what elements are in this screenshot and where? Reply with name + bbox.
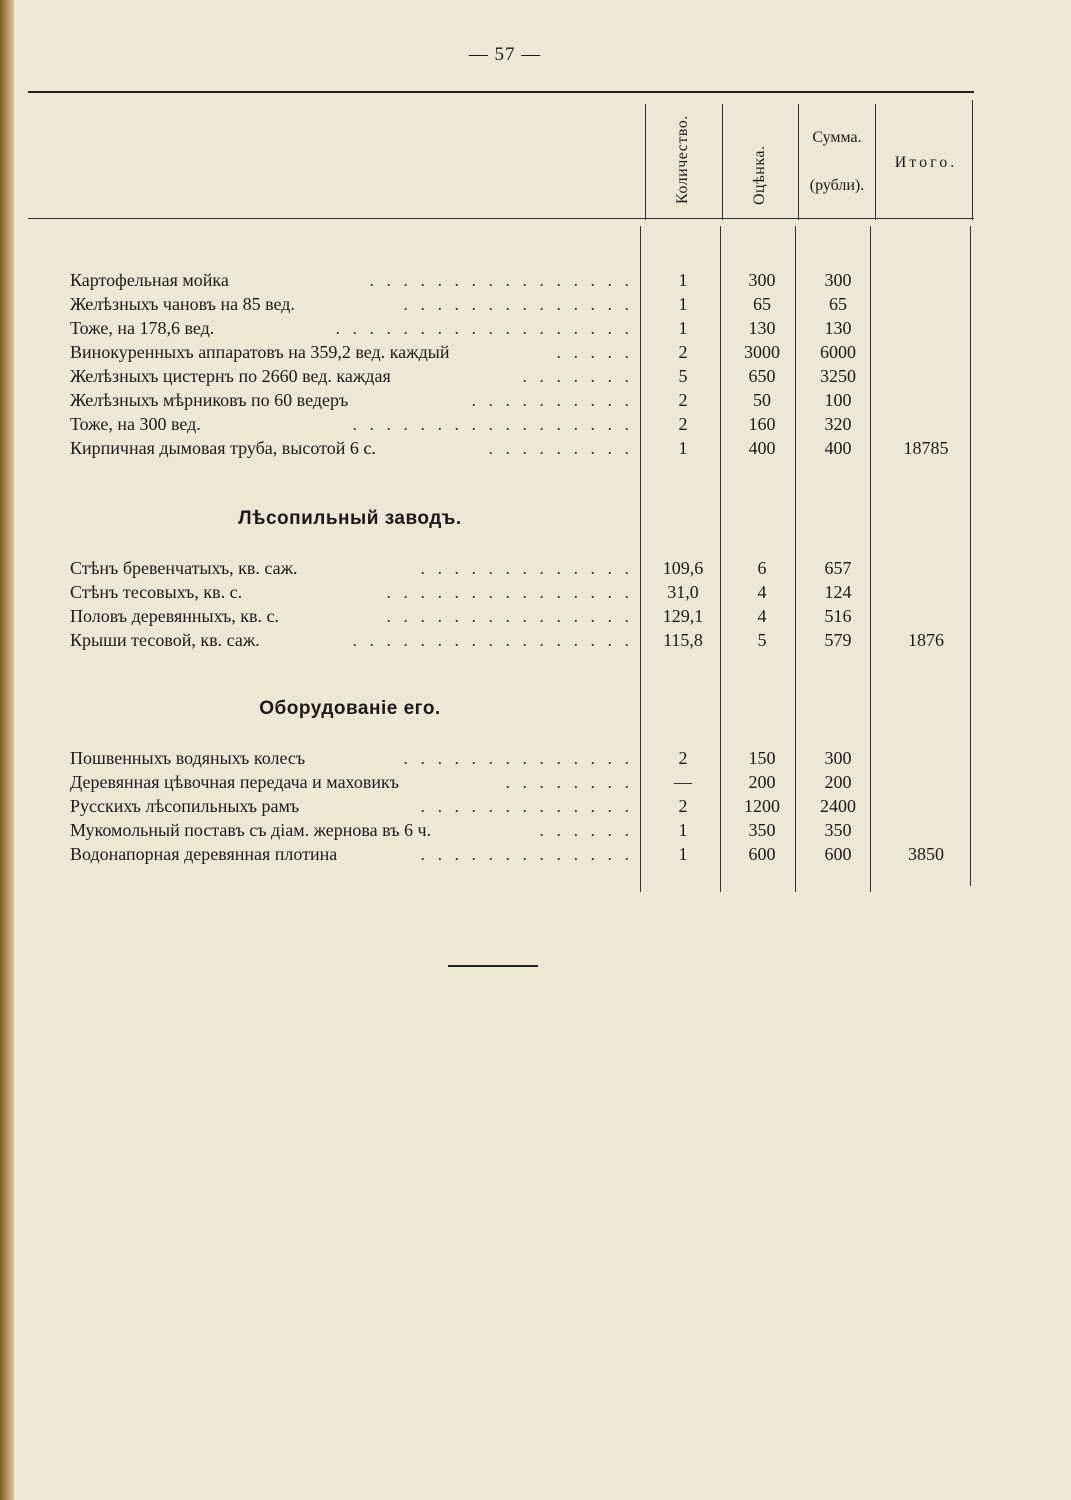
cell-estimate: 200 [748,772,776,792]
leader-dots: . . . . . . . . . . . . . . . . . [352,630,633,650]
table-row [0,582,1071,606]
leader-dots: . . . . . . . . . . . . . . . . [369,270,633,290]
header-total: Итого. [894,154,958,171]
cell-estimate: 150 [748,748,776,768]
cell-sum: 6000 [820,342,856,362]
table-row [0,772,1071,796]
table-row [0,558,1071,582]
section-title-equipment: Оборудованіе его. [259,698,441,719]
cell-quantity: 1 [678,294,688,314]
header-divider [875,104,876,220]
row-label: Русскихъ лѣсопильныхъ рамъ [70,796,300,816]
row-label: Половъ деревянныхъ, кв. с. [70,606,279,626]
row-label: Желѣзныхъ мѣрниковъ по 60 ведеръ [70,390,349,410]
table-row [0,390,1071,414]
table-row [0,270,1071,294]
cell-estimate: 400 [748,438,776,458]
cell-quantity: 2 [678,414,688,434]
table-row [0,342,1071,366]
leader-dots: . . . . . . . . . . . . . [420,796,633,816]
cell-quantity: 1 [678,820,688,840]
leader-dots: . . . . . . . . [505,772,633,792]
cell-estimate: 160 [748,414,776,434]
row-label: Желѣзныхъ цистернъ по 2660 вед. каждая [70,366,391,386]
cell-estimate: 4 [757,582,767,602]
table-row [0,796,1071,820]
row-label: Тоже, на 178,6 вед. [70,318,215,338]
cell-estimate: 4 [757,606,767,626]
table-row [0,414,1071,438]
header-divider [645,104,646,220]
cell-sum: 124 [824,582,852,602]
cell-sum: 300 [824,748,852,768]
cell-sum: 65 [829,294,847,314]
table-row [0,844,1071,868]
cell-sum: 320 [824,414,852,434]
cell-quantity: 31,0 [667,582,699,602]
cell-estimate: 3000 [744,342,780,362]
cell-quantity: 129,1 [662,606,704,626]
header-sum-line2: (рубли). [809,177,865,194]
table-row [0,820,1071,844]
cell-sum: 200 [824,772,852,792]
row-label: Желѣзныхъ чановъ на 85 вед. [70,294,295,314]
cell-total: 3850 [908,844,944,864]
header-estimate: Оцѣнка. [751,145,768,205]
cell-estimate: 5 [757,630,767,650]
cell-sum: 579 [824,630,852,650]
cell-estimate: 6 [757,558,767,578]
cell-sum: 100 [824,390,852,410]
leader-dots: . . . . . . . . . . . . . . [403,748,633,768]
row-label: Деревянная цѣвочная передача и маховикъ [70,772,400,792]
cell-estimate: 300 [748,270,776,290]
leader-dots: . . . . . . . . . . . . . . [403,294,633,314]
cell-estimate: 130 [748,318,776,338]
cell-total: 1876 [908,630,944,650]
table-top-rule [28,91,974,93]
cell-estimate: 350 [748,820,776,840]
leader-dots: . . . . . . . . . . . . . . . [386,582,633,602]
leader-dots: . . . . . . . . . [488,438,633,458]
cell-quantity: 1 [678,270,688,290]
row-label: Водонапорная деревянная плотина [70,844,338,864]
header-divider [798,104,799,220]
cell-quantity: 1 [678,438,688,458]
cell-estimate: 650 [748,366,776,386]
leader-dots: . . . . . . . [522,366,633,386]
table-row [0,294,1071,318]
table-row [0,318,1071,342]
cell-estimate: 50 [753,390,771,410]
cell-sum: 657 [824,558,852,578]
cell-estimate: 65 [753,294,771,314]
row-label: Тоже, на 300 вед. [70,414,201,434]
cell-sum: 516 [824,606,852,626]
table-row [0,606,1071,630]
page-number: — 57 — [468,44,542,65]
closing-rule [448,965,538,967]
row-label: Стѣнъ тесовыхъ, кв. с. [70,582,243,602]
table-row [0,366,1071,390]
row-label: Винокуренныхъ аппаратовъ на 359,2 вед. каждый [70,342,450,362]
cell-estimate: 1200 [744,796,780,816]
cell-quantity: 115,8 [663,630,703,650]
section-title-sawmill: Лѣсопильный заводъ. [238,508,462,529]
leader-dots: . . . . . . . . . . . . . [420,558,633,578]
leader-dots: . . . . . . . . . . . . . . . [386,606,633,626]
table-row [0,438,1071,462]
cell-sum: 2400 [820,796,856,816]
header-bottom-rule [28,218,974,219]
cell-total: 18785 [903,438,949,458]
cell-quantity: 2 [678,342,688,362]
header-quantity: Количество. [674,115,691,205]
header-sum-line1: Сумма. [812,129,862,146]
table-row [0,748,1071,772]
cell-quantity: 1 [678,318,688,338]
cell-sum: 350 [824,820,852,840]
cell-sum: 300 [824,270,852,290]
row-label: Стѣнъ бревенчатыхъ, кв. саж. [70,558,298,578]
cell-sum: 130 [824,318,852,338]
cell-sum: 400 [824,438,852,458]
cell-quantity: 109,6 [662,558,704,578]
cell-quantity: 2 [678,390,688,410]
cell-sum: 600 [824,844,852,864]
cell-quantity: 2 [678,748,688,768]
leader-dots: . . . . . . . . . . . . . . . . . [352,414,633,434]
cell-quantity: 1 [678,844,688,864]
cell-quantity: 5 [678,366,688,386]
row-label: Картофельная мойка [70,270,229,290]
row-label: Мукомольный поставъ съ діам. жернова въ 6 ч. [70,820,432,840]
leader-dots: . . . . . . . . . . . . . . . . . . [335,318,633,338]
cell-estimate: 600 [748,844,776,864]
leader-dots: . . . . . . . . . . . . . [420,844,633,864]
cell-quantity: 2 [678,796,688,816]
row-label: Кирпичная дымовая труба, высотой 6 с. [70,438,376,458]
cell-sum: 3250 [820,366,856,386]
leader-dots: . . . . . . [539,820,633,840]
row-label: Пошвенныхъ водяныхъ колесъ [70,748,306,768]
table-row [0,630,1071,654]
header-divider [722,104,723,220]
leader-dots: . . . . . [556,342,633,362]
row-label: Крыши тесовой, кв. саж. [70,630,260,650]
leader-dots: . . . . . . . . . . [471,390,633,410]
cell-quantity: — [674,772,692,792]
